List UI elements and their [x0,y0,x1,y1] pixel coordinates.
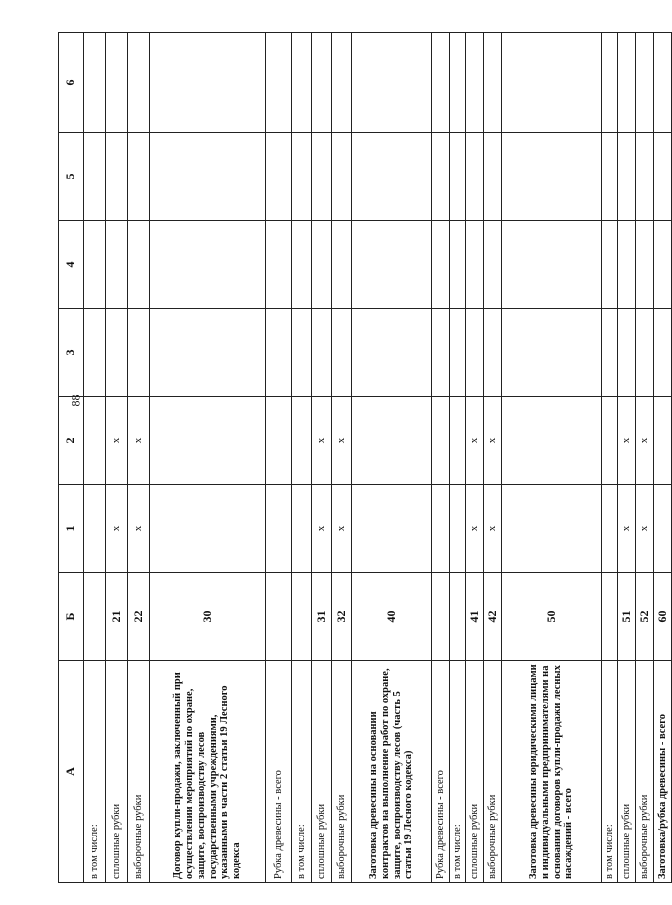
cell-col-5 [602,133,618,221]
cell-col-6 [466,33,484,133]
table-row [150,33,266,883]
cell-col-6 [450,33,466,133]
row-label: в том числе: [450,661,466,883]
cell-col-6 [654,33,672,133]
cell-col-5 [106,133,128,221]
cell-col-5 [484,133,502,221]
row-label: Заготовка/рубка древесины - всего [654,661,672,883]
cell-col-4 [502,221,602,309]
table-row [128,33,150,883]
cell-col-1 [150,485,266,573]
table-row [636,33,654,883]
row-code [292,573,312,661]
cell-col-5 [332,133,352,221]
cell-col-3 [502,309,602,397]
cell-col-3 [654,309,672,397]
cell-col-3 [150,309,266,397]
cell-col-2: х [618,397,636,485]
table-row [466,33,484,883]
row-label: сплошные рубки [312,661,332,883]
row-label: Заготовка древесины на основании контрактов на выполнение работ по охране, защите, воспроизводству лесов (часть 5 статьи 19 Лесного кодекса) [352,661,432,883]
cell-col-6 [352,33,432,133]
table-row [602,33,618,883]
header-row [59,33,84,883]
table-row [450,33,466,883]
cell-col-6 [502,33,602,133]
cell-col-5 [84,133,106,221]
row-label: выборочные рубки [636,661,654,883]
cell-col-2 [654,397,672,485]
cell-col-4 [466,221,484,309]
row-label: выборочные рубки [484,661,502,883]
header-cell-3: 3 [59,309,84,397]
cell-col-1: х [466,485,484,573]
cell-col-4 [106,221,128,309]
cell-col-3 [602,309,618,397]
row-label: в том числе: [602,661,618,883]
cell-col-5 [128,133,150,221]
row-label: Заготовка древесины юридическими лицами и индивидуальными предпринимателями на основании договоров купли-продажи лесных насаждений - всего [502,661,602,883]
cell-col-5 [266,133,292,221]
cell-col-2: х [332,397,352,485]
cell-col-4 [450,221,466,309]
cell-col-1 [450,485,466,573]
cell-col-2: х [312,397,332,485]
cell-col-6 [84,33,106,133]
cell-col-6 [150,33,266,133]
cell-col-4 [150,221,266,309]
cell-col-1: х [332,485,352,573]
cell-col-5 [150,133,266,221]
row-label: Рубка древесины - всего [432,661,450,883]
row-code: 31 [312,573,332,661]
cell-col-1 [654,485,672,573]
row-label: выборочные рубки [332,661,352,883]
cell-col-5 [352,133,432,221]
cell-col-6 [602,33,618,133]
cell-col-4 [312,221,332,309]
cell-col-1 [602,485,618,573]
row-label: Договор купли-продажи, заключенный при осуществлении мероприятий по охране, защите, воспроизводству лесов государственными учреждениями, указанными в части 2 статьи 19 Лесного кодекса [150,661,266,883]
cell-col-1 [292,485,312,573]
cell-col-4 [432,221,450,309]
table-row [352,33,432,883]
row-code [84,573,106,661]
table-row [618,33,636,883]
header-cell-5: 5 [59,133,84,221]
cell-col-2: х [106,397,128,485]
table-row [106,33,128,883]
cell-col-6 [618,33,636,133]
cell-col-4 [266,221,292,309]
row-code: 22 [128,573,150,661]
cell-col-4 [332,221,352,309]
row-label: выборочные рубки [128,661,150,883]
row-code: 21 [106,573,128,661]
row-label: сплошные рубки [466,661,484,883]
cell-col-2: х [636,397,654,485]
cell-col-1: х [484,485,502,573]
cell-col-6 [292,33,312,133]
table-row [312,33,332,883]
cell-col-6 [484,33,502,133]
cell-col-2: х [128,397,150,485]
cell-col-1 [266,485,292,573]
cell-col-2 [266,397,292,485]
cell-col-5 [636,133,654,221]
table-row [266,33,292,883]
cell-col-2 [432,397,450,485]
cell-col-3 [128,309,150,397]
row-code: 41 [466,573,484,661]
table-row [84,33,106,883]
header-cell-1: 1 [59,485,84,573]
cell-col-2 [352,397,432,485]
row-code: 30 [150,573,266,661]
cell-col-5 [618,133,636,221]
cell-col-3 [432,309,450,397]
header-cell-a: А [59,661,84,883]
cell-col-3 [106,309,128,397]
row-label: сплошные рубки [618,661,636,883]
row-code: 32 [332,573,352,661]
cell-col-2 [450,397,466,485]
cell-col-5 [432,133,450,221]
row-code: 50 [502,573,602,661]
cell-col-3 [312,309,332,397]
row-code: 52 [636,573,654,661]
cell-col-1 [502,485,602,573]
cell-col-4 [602,221,618,309]
row-code [432,573,450,661]
cell-col-4 [484,221,502,309]
row-label: Рубка древесины - всего [266,661,292,883]
cell-col-5 [466,133,484,221]
row-label: в том числе: [84,661,106,883]
cell-col-2: х [466,397,484,485]
cell-col-2 [502,397,602,485]
cell-col-5 [450,133,466,221]
cell-col-3 [292,309,312,397]
cell-col-6 [332,33,352,133]
table-row [484,33,502,883]
cell-col-4 [84,221,106,309]
rotated-table-container [58,33,669,883]
row-label: в том числе: [292,661,312,883]
row-code [602,573,618,661]
cell-col-1 [432,485,450,573]
cell-col-1 [84,485,106,573]
row-code [450,573,466,661]
cell-col-5 [292,133,312,221]
cell-col-4 [636,221,654,309]
cell-col-1: х [636,485,654,573]
header-cell-6: 6 [59,33,84,133]
cell-col-4 [654,221,672,309]
cell-col-5 [654,133,672,221]
cell-col-2 [602,397,618,485]
header-cell-b: Б [59,573,84,661]
cell-col-6 [432,33,450,133]
table-row [292,33,312,883]
header-cell-4: 4 [59,221,84,309]
cell-col-1: х [128,485,150,573]
cell-col-2: х [484,397,502,485]
cell-col-6 [266,33,292,133]
table-row [502,33,602,883]
cell-col-1: х [618,485,636,573]
cell-col-3 [466,309,484,397]
cell-col-4 [352,221,432,309]
cell-col-1 [352,485,432,573]
cell-col-6 [106,33,128,133]
cell-col-3 [618,309,636,397]
header-cell-2: 2 [59,397,84,485]
cell-col-5 [312,133,332,221]
data-table [58,32,672,883]
table-row [654,33,672,883]
cell-col-2 [84,397,106,485]
row-code [266,573,292,661]
cell-col-3 [352,309,432,397]
row-label: сплошные рубки [106,661,128,883]
row-code: 40 [352,573,432,661]
cell-col-3 [266,309,292,397]
row-code: 60 [654,573,672,661]
cell-col-4 [618,221,636,309]
cell-col-2 [150,397,266,485]
cell-col-6 [636,33,654,133]
cell-col-3 [636,309,654,397]
row-code: 51 [618,573,636,661]
cell-col-4 [292,221,312,309]
cell-col-6 [128,33,150,133]
table-row [432,33,450,883]
cell-col-3 [450,309,466,397]
cell-col-1: х [312,485,332,573]
cell-col-5 [502,133,602,221]
cell-col-6 [312,33,332,133]
cell-col-3 [332,309,352,397]
page-number: 88 [68,394,83,407]
table-row [332,33,352,883]
cell-col-3 [484,309,502,397]
cell-col-4 [128,221,150,309]
table-body [84,33,672,883]
row-code: 42 [484,573,502,661]
cell-col-2 [292,397,312,485]
cell-col-3 [84,309,106,397]
cell-col-1: х [106,485,128,573]
